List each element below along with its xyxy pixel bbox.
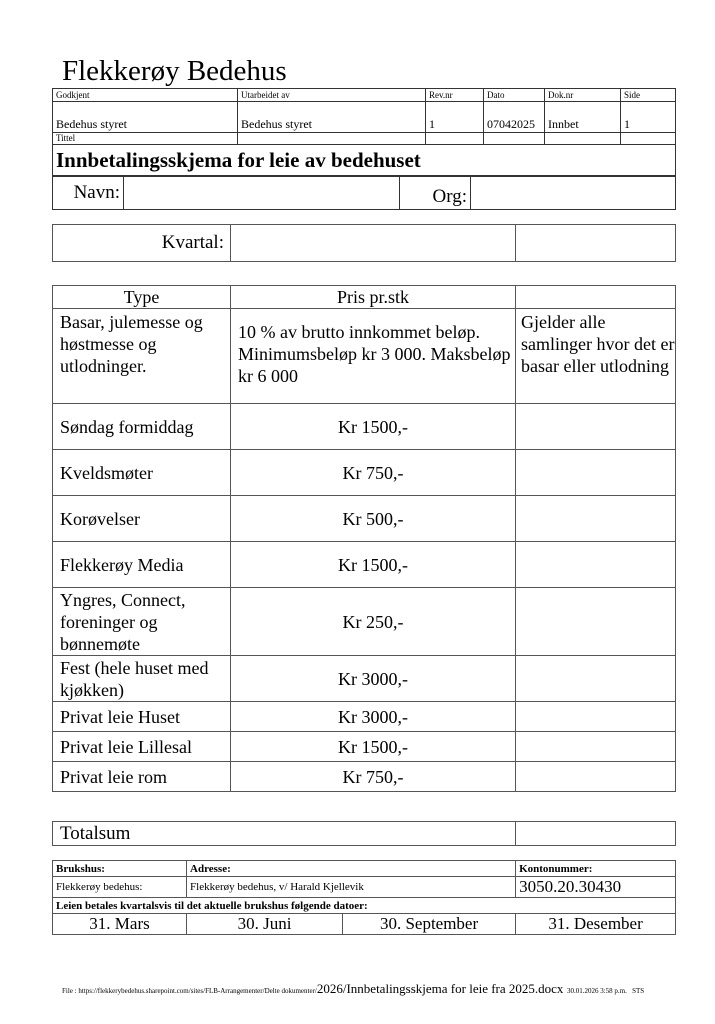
due-date-q3: 30. September	[343, 914, 516, 935]
table-row	[53, 309, 676, 404]
header-pris: Pris pr.stk	[231, 286, 516, 309]
kvartal-table	[52, 224, 676, 262]
row-type: Flekkerøy Media	[53, 542, 231, 588]
row-type: Yngres, Connect, foreninger og bønnemøte	[53, 588, 231, 656]
row-note[interactable]	[516, 588, 676, 656]
kvartal-label: Kvartal:	[53, 225, 231, 262]
brukshus-label: Brukshus:	[53, 861, 187, 877]
row-type: Korøvelser	[53, 496, 231, 542]
row-price: Kr 1500,-	[231, 732, 516, 762]
row-type: Privat leie rom	[53, 762, 231, 792]
value-doknr: Innbet	[545, 102, 621, 133]
kvartal-extra-field[interactable]	[516, 225, 676, 262]
row-note[interactable]	[516, 656, 676, 702]
header-type: Type	[53, 286, 231, 309]
table-row	[53, 588, 676, 656]
row-price: Kr 250,-	[231, 588, 516, 656]
kontonummer-value: 3050.20.30430	[516, 877, 676, 898]
label-revnr: Rev.nr	[426, 89, 484, 102]
table-row	[53, 762, 676, 792]
row-price: Kr 500,-	[231, 496, 516, 542]
price-table	[52, 285, 676, 792]
due-date-q2: 30. Juni	[187, 914, 343, 935]
table-row	[53, 542, 676, 588]
row-price: Kr 3000,-	[231, 702, 516, 732]
label-doknr: Dok.nr	[545, 89, 621, 102]
table-row	[53, 656, 676, 702]
name-org-table	[52, 176, 676, 210]
label-side: Side	[621, 89, 676, 102]
navn-field[interactable]	[124, 177, 400, 210]
due-date-q1: 31. Mars	[53, 914, 187, 935]
document-header-table	[52, 88, 676, 176]
value-godkjent: Bedehus styret	[53, 102, 238, 133]
organization-title: Flekkerøy Bedehus	[62, 55, 287, 87]
row-note[interactable]	[516, 762, 676, 792]
label-godkjent: Godkjent	[53, 89, 238, 102]
table-row	[53, 450, 676, 496]
footer-timestamp: 30.01.2026 3:58 p.m.	[566, 987, 627, 995]
row-price: Kr 3000,-	[231, 656, 516, 702]
header-note	[516, 286, 676, 309]
row-price: 10 % av brutto innkommet beløp. Minimumsbeløp kr 3 000. Maksbeløp kr 6 000	[231, 309, 516, 404]
row-price: Kr 750,-	[231, 762, 516, 792]
row-note[interactable]	[516, 542, 676, 588]
adresse-label: Adresse:	[187, 861, 516, 877]
table-row	[53, 404, 676, 450]
label-tittel: Tittel	[53, 133, 238, 145]
row-price: Kr 750,-	[231, 450, 516, 496]
value-side: 1	[621, 102, 676, 133]
value-revnr: 1	[426, 102, 484, 133]
total-field[interactable]	[516, 822, 676, 846]
label-dato: Dato	[484, 89, 545, 102]
row-type: Privat leie Lillesal	[53, 732, 231, 762]
total-table	[52, 821, 676, 846]
row-type: Fest (hele huset med kjøkken)	[53, 656, 231, 702]
footer-filename: 2026/Innbetalingsskjema for leie fra 2025.docx	[316, 981, 564, 996]
label-utarbeidet: Utarbeidet av	[238, 89, 426, 102]
row-note[interactable]	[516, 450, 676, 496]
table-row	[53, 732, 676, 762]
payment-note: Leien betales kvartalsvis til det aktuelle brukshus følgende datoer:	[53, 898, 676, 914]
row-price: Kr 1500,-	[231, 404, 516, 450]
brukshus-value: Flekkerøy bedehus:	[53, 877, 187, 898]
document-title: Innbetalingsskjema for leie av bedehuset	[53, 145, 676, 176]
row-type: Privat leie Huset	[53, 702, 231, 732]
row-note[interactable]	[516, 496, 676, 542]
footer-initials: STS	[632, 987, 645, 995]
file-footer	[62, 982, 644, 998]
row-note[interactable]	[516, 404, 676, 450]
total-label: Totalsum	[53, 822, 516, 846]
row-price: Kr 1500,-	[231, 542, 516, 588]
adresse-value: Flekkerøy bedehus, v/ Harald Kjellevik	[187, 877, 516, 898]
row-note: Gjelder alle samlinger hvor det er basar eller utlodning	[516, 309, 676, 404]
org-label: Org:	[400, 177, 471, 210]
row-type: Basar, julemesse og høstmesse og utlodninger.	[53, 309, 231, 404]
kvartal-field[interactable]	[231, 225, 516, 262]
kontonummer-label: Kontonummer:	[516, 861, 676, 877]
navn-label: Navn:	[53, 177, 124, 210]
due-date-q4: 31. Desember	[516, 914, 676, 935]
value-utarbeidet: Bedehus styret	[238, 102, 426, 133]
org-field[interactable]	[471, 177, 676, 210]
row-type: Søndag formiddag	[53, 404, 231, 450]
row-note[interactable]	[516, 702, 676, 732]
row-note[interactable]	[516, 732, 676, 762]
value-dato: 07042025	[484, 102, 545, 133]
row-type: Kveldsmøter	[53, 450, 231, 496]
footer-path: File : https://flekkerybedehus.sharepoint.com/sites/FLB-Arrangementer/Delte dokumenter/	[62, 987, 317, 995]
bank-info-table	[52, 860, 676, 935]
table-row	[53, 496, 676, 542]
table-row	[53, 702, 676, 732]
